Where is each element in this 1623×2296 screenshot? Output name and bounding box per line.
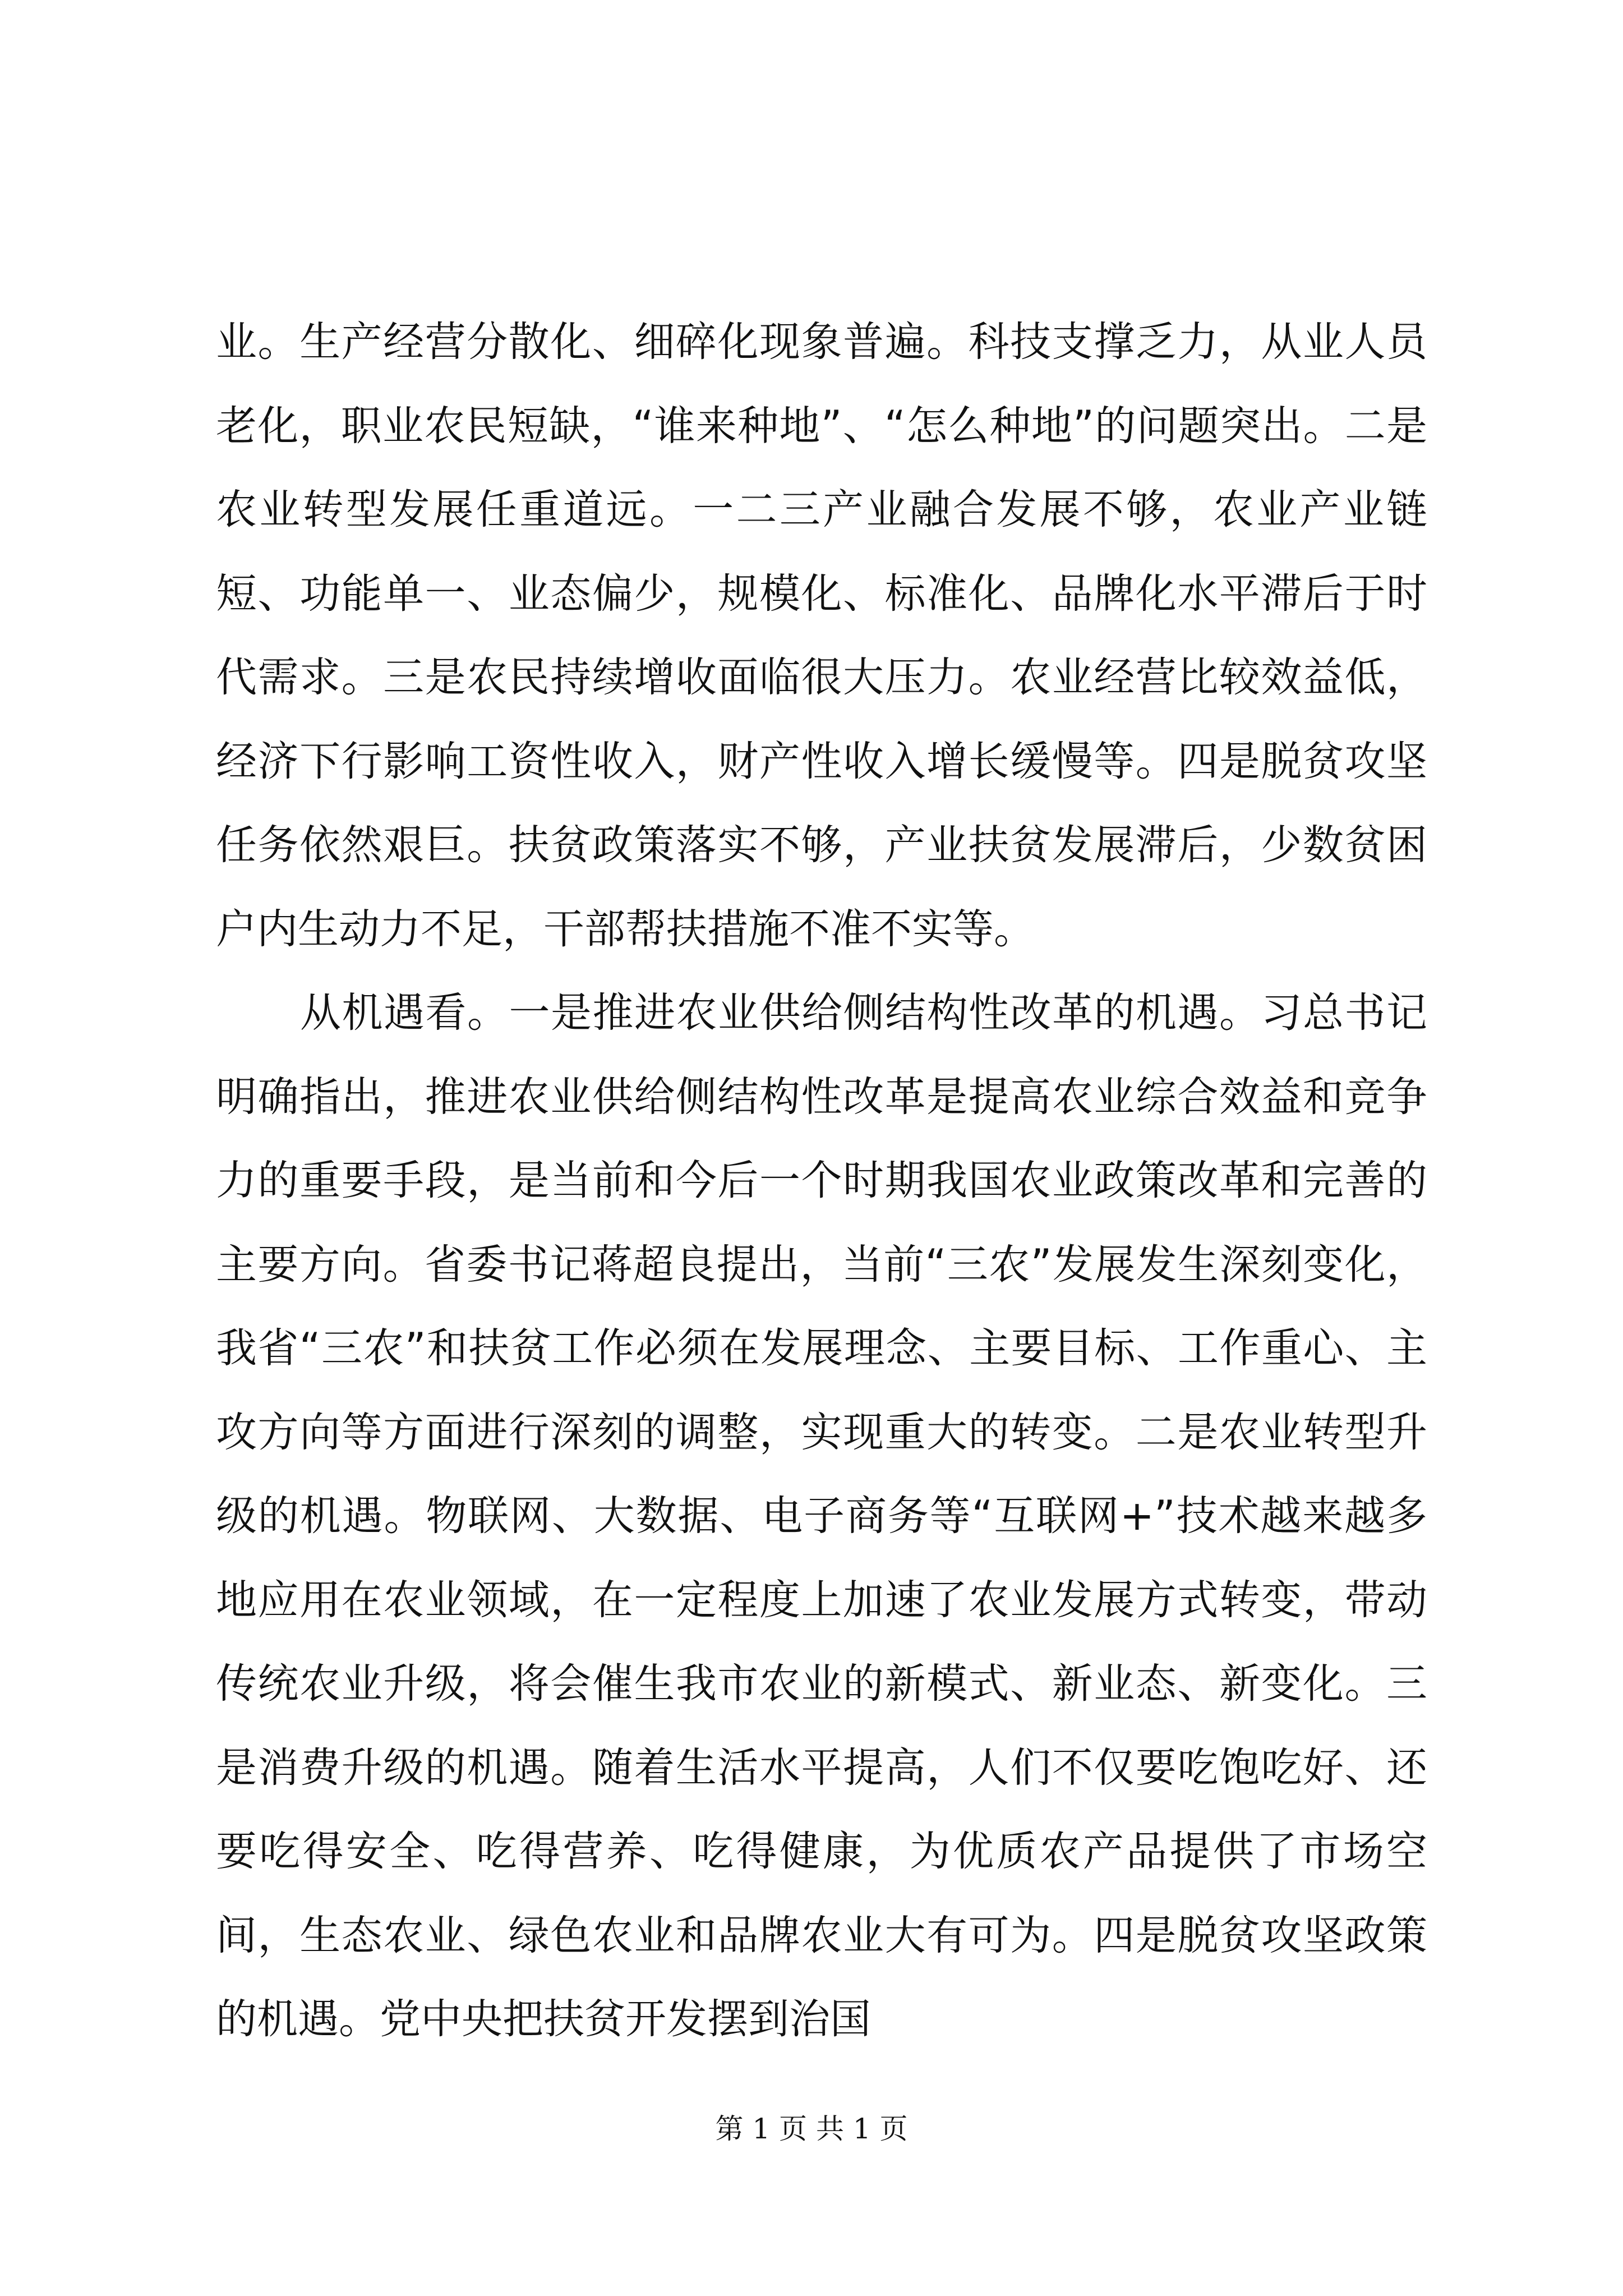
page-number-label: 第 1 页 共 1 页 xyxy=(715,2113,908,2145)
body-text xyxy=(216,300,1427,2062)
paragraph-opportunities: 从机遇看。一是推进农业供给侧结构性改革的机遇。习总书记明确指出，推进农业供给侧结构性改革是提高农业综合效益和竞争力的重要手段，是当前和今后一个时期我国农业政策改革和完善的主要方向。省委书记蒋超良提出，当前“三农”发展发生深刻变化，我省“三农”和扶贫工作必须在发展理念、主要目标、工作重心、主攻方向等方面进行深刻的调整，实现重大的转变。二是农业转型升级的机遇。物联网、大数据、电子商务等“互联网+”技术越来越多地应用在农业领域，在一定程度上加速了农业发展方式转变，带动传统农业升级，将会催生我市农业的新模式、新业态、新变化。三是消费升级的机遇。随着生活水平提高，人们不仅要吃饱吃好、还要吃得安全、吃得营养、吃得健康，为优质农产品提供了市场空间，生态农业、绿色农业和品牌农业大有可为。四是脱贫攻坚政策的机遇。党中央把扶贫开发摆到治国 xyxy=(216,989,1427,2043)
paragraph-challenges: 业。生产经营分散化、细碎化现象普遍。科技支撑乏力，从业人员老化，职业农民短缺，“谁来种地”、“怎么种地”的问题突出。二是农业转型发展任重道远。一二三产业融合发展不够，农业产业链短、功能单一、业态偏少，规模化、标准化、品牌化水平滞后于时代需求。三是农民持续增收面临很大压力。农业经营比较效益低，经济下行影响工资性收入，财产性收入增长缓慢等。四是脱贫攻坚任务依然艰巨。扶贫政策落实不够，产业扶贫发展滞后，少数贫困户内生动力不足，干部帮扶措施不准不实等。 xyxy=(216,318,1427,953)
page-footer xyxy=(0,2109,1623,2148)
